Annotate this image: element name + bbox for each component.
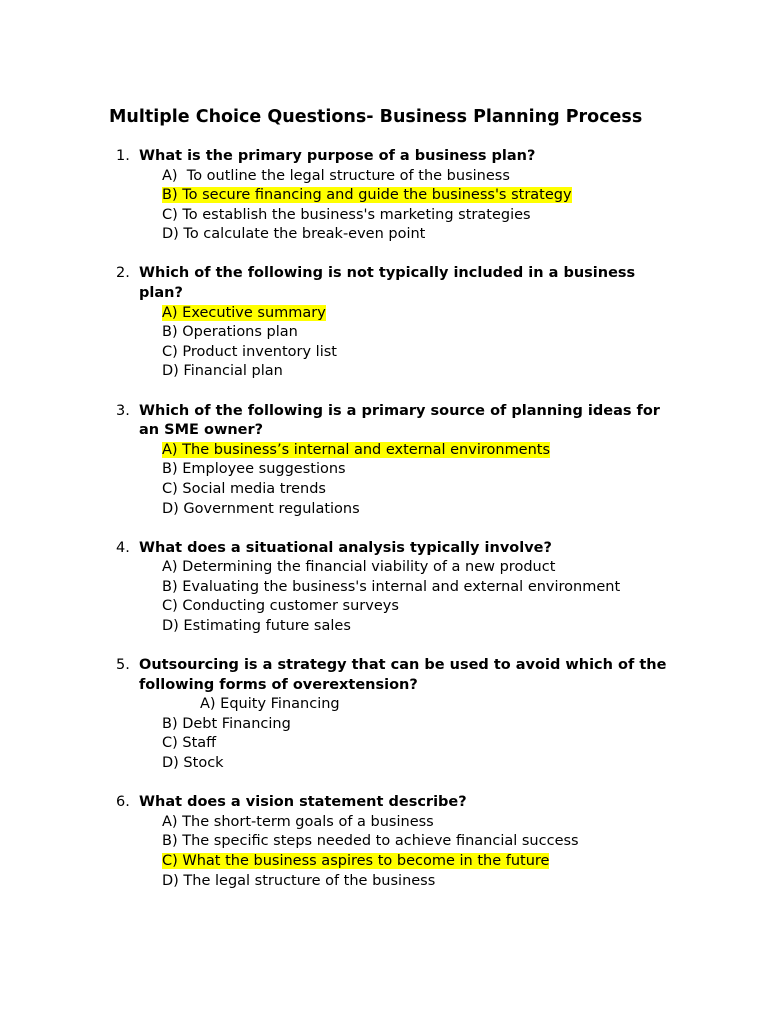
question-number: 6. (116, 794, 130, 811)
answer-text: A) To outline the legal structure of the business (162, 167, 510, 184)
answer-option (162, 734, 768, 754)
question-item-1 (0, 147, 768, 245)
question-number: 4. (116, 539, 130, 556)
answer-option (162, 225, 768, 245)
answer-text: B) The specific steps needed to achieve financial success (162, 833, 579, 850)
question-text: What does a situational analysis typically involve? (139, 539, 552, 556)
answer-option (162, 186, 768, 206)
answer-option (162, 715, 768, 735)
highlighted-answer-text: A) Executive summary (162, 304, 326, 321)
answer-option (162, 500, 768, 520)
question-number: 2. (116, 265, 130, 282)
highlighted-answer-text: A) The business’s internal and external environments (162, 441, 551, 458)
answer-text: B) Employee suggestions (162, 461, 346, 478)
highlighted-answer-text: C) What the business aspires to become in the future (162, 852, 550, 869)
option-list (0, 441, 768, 519)
answer-text: B) Operations plan (162, 324, 298, 341)
answer-text: C) To establish the business's marketing strategies (162, 206, 531, 223)
question-text: Which of the following is not typically included in a business plan? (139, 265, 636, 302)
question-number: 3. (116, 402, 130, 419)
question-text: What does a vision statement describe? (139, 794, 467, 811)
question-item-3 (0, 402, 768, 520)
answer-text: A) Equity Financing (200, 696, 340, 713)
answer-option (162, 558, 768, 578)
answer-option (162, 872, 768, 892)
answer-option (162, 167, 768, 187)
option-list (0, 167, 768, 245)
answer-option (162, 441, 768, 461)
answer-text: D) Stock (162, 755, 224, 772)
question-text: Which of the following is a primary source of planning ideas for an SME owner? (139, 402, 660, 439)
answer-text: C) Social media trends (162, 480, 326, 497)
option-list (0, 304, 768, 382)
answer-option (200, 695, 768, 715)
answer-option (162, 754, 768, 774)
highlighted-answer-text: B) To secure financing and guide the business's strategy (162, 187, 572, 204)
answer-option (162, 597, 768, 617)
answer-option (162, 617, 768, 637)
question-text: Outsourcing is a strategy that can be used to avoid which of the following forms of overextension? (139, 657, 667, 693)
option-list (0, 558, 768, 636)
answer-text: D) Financial plan (162, 363, 283, 380)
answer-option (162, 852, 768, 872)
answer-option (162, 304, 768, 324)
answer-option (162, 480, 768, 500)
answer-text: D) Government regulations (162, 500, 360, 517)
answer-text: B) Evaluating the business's internal and external environment (162, 578, 621, 595)
answer-text: A) The short-term goals of a business (162, 813, 434, 830)
answer-option (162, 460, 768, 480)
question-text: What is the primary purpose of a business plan? (139, 148, 536, 164)
answer-option (162, 323, 768, 343)
answer-option (162, 362, 768, 382)
answer-text: C) Product inventory list (162, 343, 337, 360)
answer-text: C) Staff (162, 735, 217, 752)
answer-text: D) The legal structure of the business (162, 872, 436, 889)
question-item-4 (0, 539, 768, 637)
question-item-5 (0, 656, 768, 774)
answer-option (162, 832, 768, 852)
question-number: 1. (116, 148, 130, 164)
option-list (0, 695, 768, 773)
answer-text: B) Debt Financing (162, 715, 291, 732)
document-title: Multiple Choice Questions- Business Planning Process (109, 107, 643, 127)
answer-text: D) Estimating future sales (162, 617, 351, 634)
answer-text: D) To calculate the break-even point (162, 226, 426, 243)
question-item-6 (0, 793, 768, 891)
answer-option (162, 343, 768, 363)
question-number: 5. (116, 657, 130, 674)
question-item-2 (0, 264, 768, 382)
answer-text: C) Conducting customer surveys (162, 598, 399, 615)
option-list (0, 813, 768, 891)
answer-option (162, 813, 768, 833)
answer-option (162, 206, 768, 226)
answer-option (162, 578, 768, 598)
answer-text: A) Determining the financial viability of a new product (162, 559, 556, 576)
question-list (0, 147, 768, 911)
